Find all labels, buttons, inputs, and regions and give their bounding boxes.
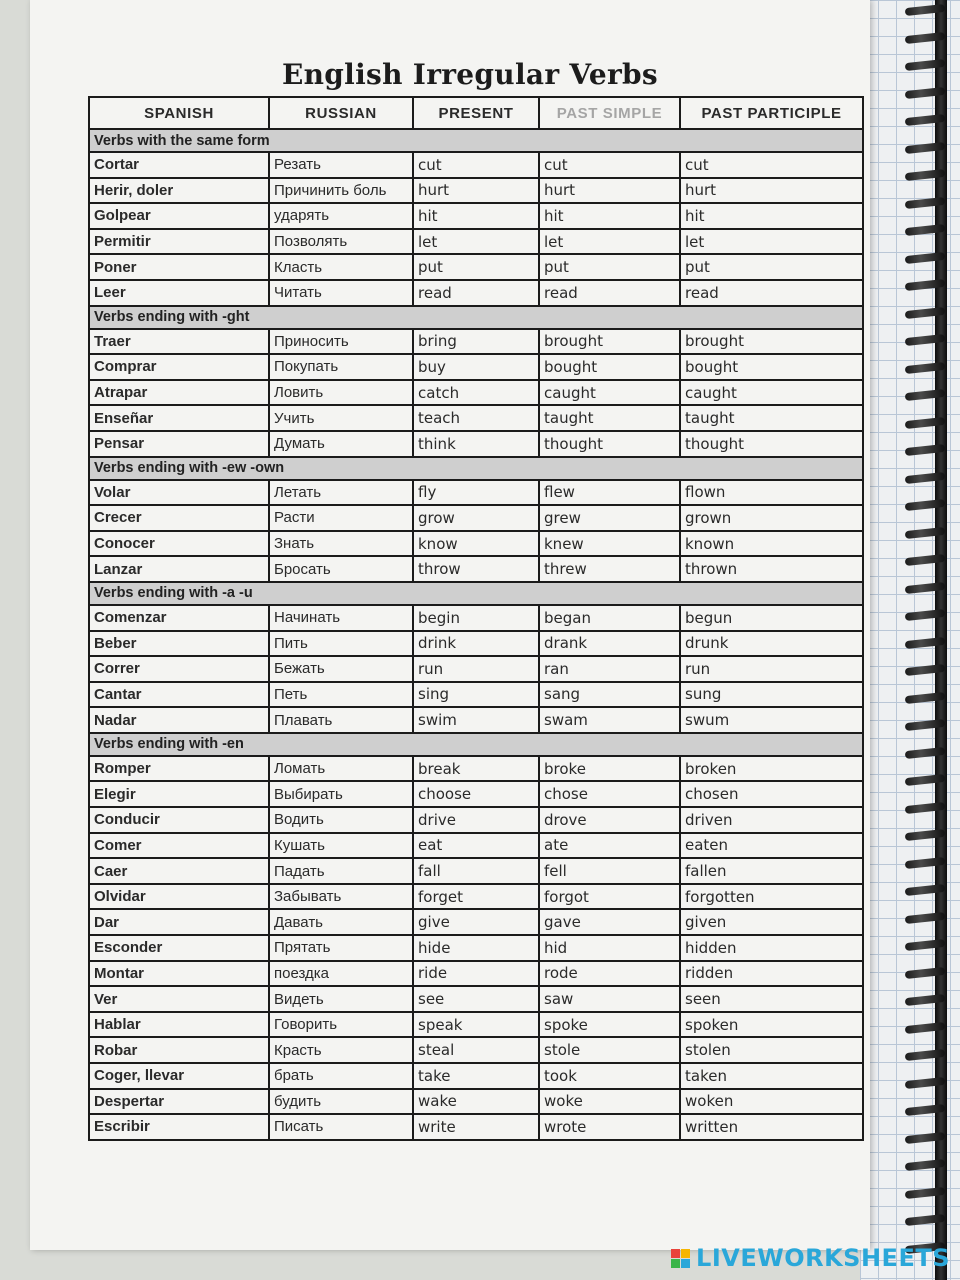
spiral-coil bbox=[905, 361, 946, 373]
table-row bbox=[89, 556, 863, 582]
russian-cell: Думать bbox=[269, 431, 413, 457]
past-simple-cell: sang bbox=[539, 682, 680, 708]
past-participle-cell: forgotten bbox=[680, 884, 863, 910]
past-participle-cell: taught bbox=[680, 405, 863, 431]
table-row bbox=[89, 405, 863, 431]
spanish-cell: Caer bbox=[89, 858, 269, 884]
russian-cell: Плавать bbox=[269, 707, 413, 733]
past-participle-cell: brought bbox=[680, 329, 863, 355]
past-simple-cell: began bbox=[539, 605, 680, 631]
spanish-cell: Comer bbox=[89, 833, 269, 859]
russian-cell: Видеть bbox=[269, 986, 413, 1012]
russian-cell: Приносить bbox=[269, 329, 413, 355]
spanish-cell: Pensar bbox=[89, 431, 269, 457]
table-row bbox=[89, 329, 863, 355]
present-cell: throw bbox=[413, 556, 539, 582]
watermark-text: LIVEWORKSHEETS bbox=[696, 1244, 950, 1272]
table-row bbox=[89, 1114, 863, 1140]
table-row bbox=[89, 986, 863, 1012]
russian-cell: Кушать bbox=[269, 833, 413, 859]
russian-cell: Прятать bbox=[269, 935, 413, 961]
present-cell: cut bbox=[413, 152, 539, 178]
past-participle-cell: taken bbox=[680, 1063, 863, 1089]
present-cell: choose bbox=[413, 781, 539, 807]
russian-cell: Давать bbox=[269, 909, 413, 935]
spiral-coil bbox=[905, 389, 946, 401]
spiral-coil bbox=[905, 1104, 946, 1116]
table-row bbox=[89, 1037, 863, 1063]
spiral-coil bbox=[905, 114, 946, 126]
spanish-cell: Comenzar bbox=[89, 605, 269, 631]
spiral-coil bbox=[905, 1159, 946, 1171]
spiral-coil bbox=[905, 856, 946, 868]
russian-cell: Выбирать bbox=[269, 781, 413, 807]
past-simple-cell: spoke bbox=[539, 1012, 680, 1038]
present-cell: bring bbox=[413, 329, 539, 355]
table-row bbox=[89, 254, 863, 280]
present-cell: fly bbox=[413, 480, 539, 506]
table-row bbox=[89, 531, 863, 557]
spiral-coil bbox=[905, 196, 946, 208]
spiral-coil bbox=[905, 801, 946, 813]
past-participle-cell: run bbox=[680, 656, 863, 682]
table-row bbox=[89, 656, 863, 682]
past-participle-cell: ridden bbox=[680, 961, 863, 987]
spanish-cell: Golpear bbox=[89, 203, 269, 229]
past-simple-cell: threw bbox=[539, 556, 680, 582]
spanish-cell: Lanzar bbox=[89, 556, 269, 582]
past-simple-cell: read bbox=[539, 280, 680, 306]
group-header-row bbox=[89, 457, 863, 480]
spiral-coil bbox=[905, 59, 946, 71]
russian-cell: Ловить bbox=[269, 380, 413, 406]
russian-cell: Учить bbox=[269, 405, 413, 431]
present-cell: break bbox=[413, 756, 539, 782]
spanish-cell: Cantar bbox=[89, 682, 269, 708]
past-simple-cell: hid bbox=[539, 935, 680, 961]
past-participle-cell: cut bbox=[680, 152, 863, 178]
header-past-participle: PAST PARTICIPLE bbox=[680, 97, 863, 129]
spanish-cell: Leer bbox=[89, 280, 269, 306]
liveworksheets-watermark bbox=[671, 1244, 950, 1272]
past-participle-cell: stolen bbox=[680, 1037, 863, 1063]
russian-cell: Падать bbox=[269, 858, 413, 884]
spanish-cell: Montar bbox=[89, 961, 269, 987]
group-label: Verbs ending with -ght bbox=[89, 306, 863, 329]
spiral-coil bbox=[905, 499, 946, 511]
present-cell: sing bbox=[413, 682, 539, 708]
spiral-coil bbox=[905, 526, 946, 538]
past-simple-cell: bought bbox=[539, 354, 680, 380]
present-cell: run bbox=[413, 656, 539, 682]
past-participle-cell: hit bbox=[680, 203, 863, 229]
liveworksheets-logo-icon bbox=[671, 1249, 690, 1268]
spanish-cell: Crecer bbox=[89, 505, 269, 531]
table-row bbox=[89, 152, 863, 178]
spiral-coil bbox=[905, 609, 946, 621]
spiral-coil bbox=[905, 691, 946, 703]
spiral-coil bbox=[905, 719, 946, 731]
spiral-coil bbox=[905, 4, 946, 16]
spanish-cell: Conocer bbox=[89, 531, 269, 557]
present-cell: teach bbox=[413, 405, 539, 431]
past-simple-cell: hit bbox=[539, 203, 680, 229]
spiral-coil bbox=[905, 939, 946, 951]
spanish-cell: Volar bbox=[89, 480, 269, 506]
group-label: Verbs with the same form bbox=[89, 129, 863, 152]
header-russian: RUSSIAN bbox=[269, 97, 413, 129]
past-simple-cell: wrote bbox=[539, 1114, 680, 1140]
present-cell: hurt bbox=[413, 178, 539, 204]
table-row bbox=[89, 505, 863, 531]
group-header-row bbox=[89, 733, 863, 756]
spiral-coil bbox=[905, 911, 946, 923]
past-simple-cell: let bbox=[539, 229, 680, 255]
present-cell: hide bbox=[413, 935, 539, 961]
table-row bbox=[89, 1063, 863, 1089]
past-simple-cell: hurt bbox=[539, 178, 680, 204]
spanish-cell: Correr bbox=[89, 656, 269, 682]
table-row bbox=[89, 203, 863, 229]
spanish-cell: Robar bbox=[89, 1037, 269, 1063]
past-simple-cell: woke bbox=[539, 1089, 680, 1115]
table-row bbox=[89, 781, 863, 807]
spiral-coil bbox=[905, 86, 946, 98]
past-participle-cell: let bbox=[680, 229, 863, 255]
spanish-cell: Comprar bbox=[89, 354, 269, 380]
russian-cell: Пить bbox=[269, 631, 413, 657]
present-cell: let bbox=[413, 229, 539, 255]
russian-cell: Расти bbox=[269, 505, 413, 531]
past-participle-cell: flown bbox=[680, 480, 863, 506]
russian-cell: Петь bbox=[269, 682, 413, 708]
past-simple-cell: grew bbox=[539, 505, 680, 531]
russian-cell: Писать bbox=[269, 1114, 413, 1140]
past-simple-cell: ran bbox=[539, 656, 680, 682]
russian-cell: Позволять bbox=[269, 229, 413, 255]
spiral-coil bbox=[905, 1021, 946, 1033]
present-cell: write bbox=[413, 1114, 539, 1140]
present-cell: give bbox=[413, 909, 539, 935]
present-cell: begin bbox=[413, 605, 539, 631]
present-cell: think bbox=[413, 431, 539, 457]
past-participle-cell: swum bbox=[680, 707, 863, 733]
table-header-row bbox=[89, 97, 863, 129]
past-participle-cell: broken bbox=[680, 756, 863, 782]
past-simple-cell: forgot bbox=[539, 884, 680, 910]
present-cell: swim bbox=[413, 707, 539, 733]
header-spanish: SPANISH bbox=[89, 97, 269, 129]
russian-cell: брать bbox=[269, 1063, 413, 1089]
russian-cell: Забывать bbox=[269, 884, 413, 910]
spiral-coil bbox=[905, 884, 946, 896]
spiral-coil bbox=[905, 554, 946, 566]
table-row bbox=[89, 833, 863, 859]
present-cell: put bbox=[413, 254, 539, 280]
spanish-cell: Hablar bbox=[89, 1012, 269, 1038]
past-simple-cell: flew bbox=[539, 480, 680, 506]
past-simple-cell: thought bbox=[539, 431, 680, 457]
page-title: English Irregular Verbs bbox=[281, 58, 658, 91]
past-participle-cell: thrown bbox=[680, 556, 863, 582]
spanish-cell: Traer bbox=[89, 329, 269, 355]
past-participle-cell: sung bbox=[680, 682, 863, 708]
table-row bbox=[89, 1089, 863, 1115]
past-simple-cell: put bbox=[539, 254, 680, 280]
past-simple-cell: drank bbox=[539, 631, 680, 657]
table-row bbox=[89, 707, 863, 733]
past-participle-cell: eaten bbox=[680, 833, 863, 859]
spiral-coil bbox=[905, 636, 946, 648]
past-simple-cell: chose bbox=[539, 781, 680, 807]
header-present: PRESENT bbox=[413, 97, 539, 129]
spiral-coil bbox=[905, 251, 946, 263]
past-participle-cell: fallen bbox=[680, 858, 863, 884]
table-row bbox=[89, 229, 863, 255]
table-row bbox=[89, 631, 863, 657]
spanish-cell: Beber bbox=[89, 631, 269, 657]
present-cell: know bbox=[413, 531, 539, 557]
past-participle-cell: bought bbox=[680, 354, 863, 380]
present-cell: forget bbox=[413, 884, 539, 910]
past-participle-cell: grown bbox=[680, 505, 863, 531]
table-row bbox=[89, 807, 863, 833]
past-simple-cell: rode bbox=[539, 961, 680, 987]
spanish-cell: Despertar bbox=[89, 1089, 269, 1115]
spiral-coil bbox=[905, 746, 946, 758]
past-participle-cell: chosen bbox=[680, 781, 863, 807]
spanish-cell: Dar bbox=[89, 909, 269, 935]
past-participle-cell: drunk bbox=[680, 631, 863, 657]
table-row bbox=[89, 682, 863, 708]
past-participle-cell: put bbox=[680, 254, 863, 280]
spiral-coil bbox=[905, 306, 946, 318]
spiral-coil bbox=[905, 334, 946, 346]
spiral-coil bbox=[905, 141, 946, 153]
table-row bbox=[89, 280, 863, 306]
russian-cell: Говорить bbox=[269, 1012, 413, 1038]
present-cell: catch bbox=[413, 380, 539, 406]
russian-cell: Класть bbox=[269, 254, 413, 280]
present-cell: ride bbox=[413, 961, 539, 987]
past-simple-cell: took bbox=[539, 1063, 680, 1089]
spiral-coil bbox=[905, 994, 946, 1006]
spiral-coil bbox=[905, 664, 946, 676]
past-simple-cell: drove bbox=[539, 807, 680, 833]
russian-cell: Ломать bbox=[269, 756, 413, 782]
spanish-cell: Nadar bbox=[89, 707, 269, 733]
present-cell: take bbox=[413, 1063, 539, 1089]
present-cell: steal bbox=[413, 1037, 539, 1063]
past-participle-cell: caught bbox=[680, 380, 863, 406]
spiral-coil bbox=[905, 966, 946, 978]
russian-cell: будить bbox=[269, 1089, 413, 1115]
spanish-cell: Elegir bbox=[89, 781, 269, 807]
past-participle-cell: given bbox=[680, 909, 863, 935]
spiral-coil bbox=[905, 169, 946, 181]
russian-cell: Водить bbox=[269, 807, 413, 833]
table-row bbox=[89, 380, 863, 406]
irregular-verbs-table bbox=[88, 96, 864, 1141]
spiral-coil bbox=[905, 829, 946, 841]
past-simple-cell: fell bbox=[539, 858, 680, 884]
russian-cell: Бежать bbox=[269, 656, 413, 682]
present-cell: eat bbox=[413, 833, 539, 859]
past-participle-cell: seen bbox=[680, 986, 863, 1012]
past-simple-cell: ate bbox=[539, 833, 680, 859]
spanish-cell: Enseñar bbox=[89, 405, 269, 431]
present-cell: hit bbox=[413, 203, 539, 229]
spanish-cell: Esconder bbox=[89, 935, 269, 961]
group-label: Verbs ending with -en bbox=[89, 733, 863, 756]
russian-cell: поездка bbox=[269, 961, 413, 987]
header-past-simple: PAST SIMPLE bbox=[539, 97, 680, 129]
russian-cell: Красть bbox=[269, 1037, 413, 1063]
past-simple-cell: swam bbox=[539, 707, 680, 733]
table-row bbox=[89, 354, 863, 380]
table-row bbox=[89, 178, 863, 204]
spanish-cell: Olvidar bbox=[89, 884, 269, 910]
past-participle-cell: known bbox=[680, 531, 863, 557]
russian-cell: Читать bbox=[269, 280, 413, 306]
table-row bbox=[89, 935, 863, 961]
spiral-coil bbox=[905, 444, 946, 456]
past-participle-cell: thought bbox=[680, 431, 863, 457]
group-label: Verbs ending with -ew -own bbox=[89, 457, 863, 480]
spiral-coil bbox=[905, 581, 946, 593]
spanish-cell: Herir, doler bbox=[89, 178, 269, 204]
spiral-coil bbox=[905, 416, 946, 428]
spiral-coil bbox=[905, 31, 946, 43]
spiral-binding bbox=[905, 0, 960, 1280]
table-row bbox=[89, 858, 863, 884]
russian-cell: ударять bbox=[269, 203, 413, 229]
russian-cell: Бросать bbox=[269, 556, 413, 582]
spiral-coil bbox=[905, 1214, 946, 1226]
spiral-coil bbox=[905, 1049, 946, 1061]
past-participle-cell: begun bbox=[680, 605, 863, 631]
spiral-coil bbox=[905, 224, 946, 236]
present-cell: drink bbox=[413, 631, 539, 657]
past-simple-cell: knew bbox=[539, 531, 680, 557]
spiral-coil bbox=[905, 1076, 946, 1088]
past-simple-cell: stole bbox=[539, 1037, 680, 1063]
table-row bbox=[89, 756, 863, 782]
past-participle-cell: spoken bbox=[680, 1012, 863, 1038]
present-cell: grow bbox=[413, 505, 539, 531]
past-participle-cell: hurt bbox=[680, 178, 863, 204]
past-simple-cell: saw bbox=[539, 986, 680, 1012]
russian-cell: Летать bbox=[269, 480, 413, 506]
spanish-cell: Cortar bbox=[89, 152, 269, 178]
table-row bbox=[89, 884, 863, 910]
present-cell: buy bbox=[413, 354, 539, 380]
table-row bbox=[89, 909, 863, 935]
spanish-cell: Coger, llevar bbox=[89, 1063, 269, 1089]
spanish-cell: Poner bbox=[89, 254, 269, 280]
spanish-cell: Escribir bbox=[89, 1114, 269, 1140]
past-simple-cell: gave bbox=[539, 909, 680, 935]
past-participle-cell: woken bbox=[680, 1089, 863, 1115]
past-simple-cell: taught bbox=[539, 405, 680, 431]
spiral-coil bbox=[905, 1131, 946, 1143]
spanish-cell: Romper bbox=[89, 756, 269, 782]
present-cell: speak bbox=[413, 1012, 539, 1038]
spanish-cell: Ver bbox=[89, 986, 269, 1012]
table-row bbox=[89, 1012, 863, 1038]
past-participle-cell: driven bbox=[680, 807, 863, 833]
table-row bbox=[89, 605, 863, 631]
group-label: Verbs ending with -a -u bbox=[89, 582, 863, 605]
spiral-coil bbox=[905, 1186, 946, 1198]
spanish-cell: Conducir bbox=[89, 807, 269, 833]
russian-cell: Покупать bbox=[269, 354, 413, 380]
past-simple-cell: cut bbox=[539, 152, 680, 178]
spanish-cell: Permitir bbox=[89, 229, 269, 255]
group-header-row bbox=[89, 306, 863, 329]
table-row bbox=[89, 431, 863, 457]
past-simple-cell: brought bbox=[539, 329, 680, 355]
russian-cell: Резать bbox=[269, 152, 413, 178]
table-row bbox=[89, 480, 863, 506]
table-row bbox=[89, 961, 863, 987]
past-participle-cell: written bbox=[680, 1114, 863, 1140]
past-participle-cell: hidden bbox=[680, 935, 863, 961]
russian-cell: Знать bbox=[269, 531, 413, 557]
present-cell: drive bbox=[413, 807, 539, 833]
past-participle-cell: read bbox=[680, 280, 863, 306]
past-simple-cell: caught bbox=[539, 380, 680, 406]
spiral-coil bbox=[905, 279, 946, 291]
past-simple-cell: broke bbox=[539, 756, 680, 782]
group-header-row bbox=[89, 129, 863, 152]
group-header-row bbox=[89, 582, 863, 605]
russian-cell: Причинить боль bbox=[269, 178, 413, 204]
russian-cell: Начинать bbox=[269, 605, 413, 631]
present-cell: see bbox=[413, 986, 539, 1012]
present-cell: fall bbox=[413, 858, 539, 884]
present-cell: wake bbox=[413, 1089, 539, 1115]
spiral-coil bbox=[905, 471, 946, 483]
spanish-cell: Atrapar bbox=[89, 380, 269, 406]
spiral-coil bbox=[905, 774, 946, 786]
present-cell: read bbox=[413, 280, 539, 306]
